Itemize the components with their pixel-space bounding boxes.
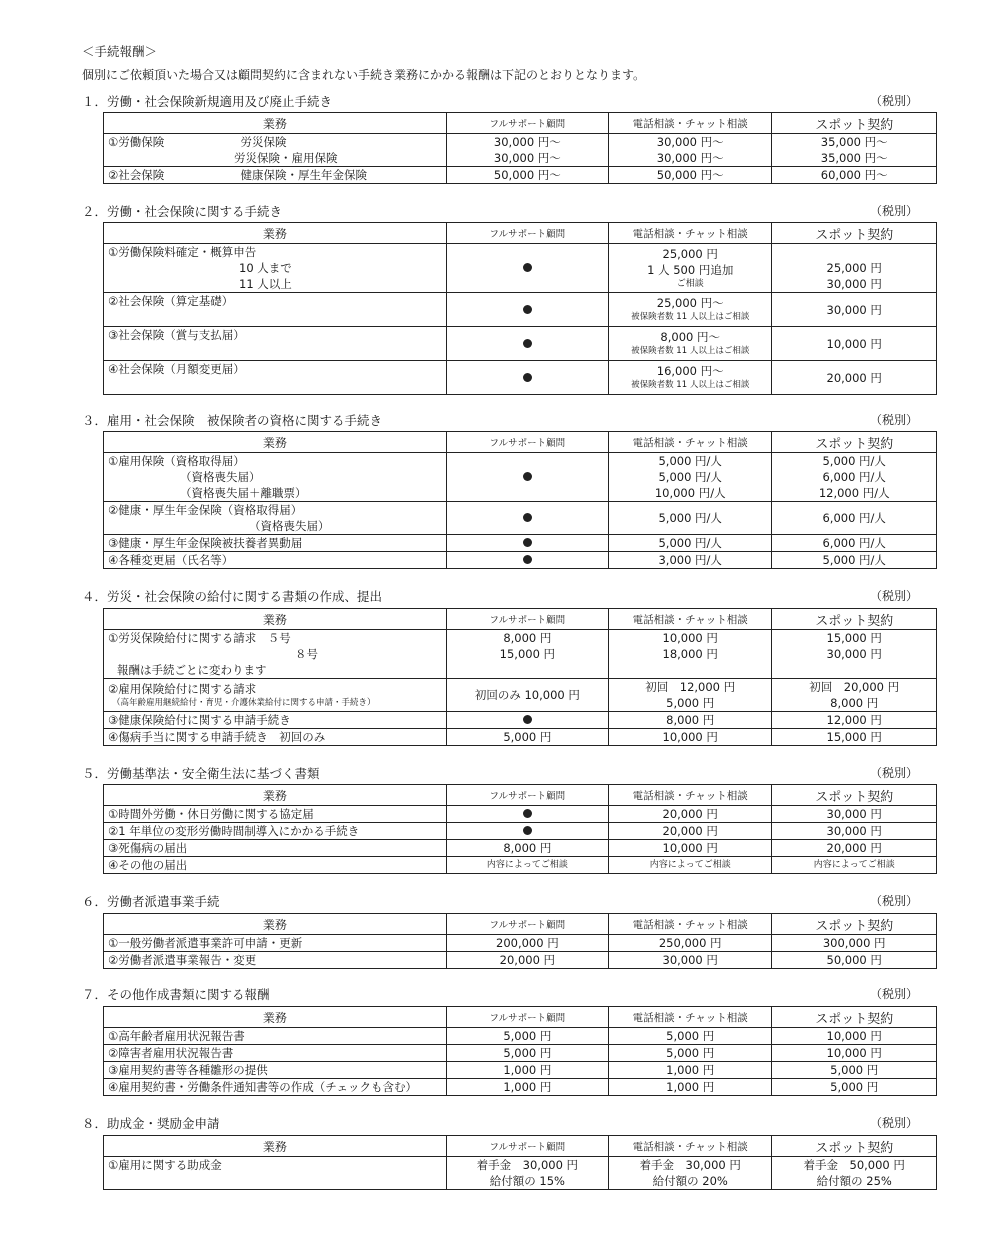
fee-value: 30,000 円	[826, 824, 882, 838]
tax-label: （税別）	[869, 987, 918, 1001]
table-row	[104, 167, 937, 184]
fee-value: 1,000 円	[503, 1080, 552, 1094]
header-phone-chat: 電話相談・チャット相談	[609, 1007, 772, 1028]
table-header-row	[104, 113, 937, 134]
fee-value: 35,000 円～	[820, 151, 888, 165]
task-label: ②障害者雇用状況報告書	[108, 1046, 234, 1060]
section-4-header	[82, 587, 938, 605]
header-full-support: フルサポート顧問	[446, 113, 608, 134]
section-heading: ６．労働者派遣事業手続	[82, 894, 220, 909]
section-3-table	[103, 431, 937, 569]
header-phone-chat: 電話相談・チャット相談	[609, 785, 772, 806]
header-full-support: フルサポート顧問	[446, 609, 608, 630]
table-row	[104, 1079, 937, 1096]
fee-value: 初回 20,000 円	[809, 680, 900, 694]
included-dot-icon	[523, 538, 532, 547]
task-sub: 健康保険・厚生年金保険	[240, 168, 367, 182]
header-spot: スポット契約	[772, 432, 937, 453]
table-row	[104, 952, 937, 969]
fee-value: 初回 12,000 円	[645, 680, 736, 694]
task-label: ②健康・厚生年金保険（資格取得届）	[108, 503, 303, 517]
fee-value: 20,000 円	[499, 953, 556, 967]
task-label: ②社会保険（算定基礎）	[108, 294, 234, 308]
fee-value: 30,000 円～	[493, 135, 561, 149]
fee-value: 10,000 円	[662, 730, 718, 744]
table-row	[104, 361, 937, 395]
fee-value: 30,000 円	[826, 807, 882, 821]
included-dot-icon	[523, 373, 532, 382]
header-full-support: フルサポート顧問	[446, 432, 608, 453]
fee-value: 5,000 円/人	[658, 470, 722, 484]
task-note: （高年齢雇用継続給付・育児・介護休業給付に関する申請・手続き）	[112, 697, 376, 708]
fee-value: 着手金 30,000 円	[639, 1158, 741, 1172]
header-phone-chat: 電話相談・チャット相談	[609, 223, 772, 244]
fee-value: 15,000 円	[826, 631, 882, 645]
task-sub: （資格喪失届）	[249, 519, 330, 533]
fee-value: 25,000 円	[826, 261, 882, 275]
table-row	[104, 806, 937, 823]
task-label: ②労働者派遣事業報告・変更	[108, 953, 257, 967]
section-6-header	[82, 892, 938, 910]
task-label: ③健康保険給付に関する申請手続き	[108, 713, 291, 727]
fee-value: 20,000 円	[662, 824, 718, 838]
fee-value: 5,000 円	[666, 696, 715, 710]
table-row	[104, 293, 937, 327]
header-spot: スポット契約	[772, 113, 937, 134]
task-label: ①一般労働者派遣事業許可申請・更新	[108, 936, 303, 950]
header-task: 業務	[104, 1136, 447, 1157]
fee-value: 1,000 円	[666, 1063, 715, 1077]
fee-value: 30,000 円	[826, 647, 882, 661]
fee-value: 5,000 円	[830, 1080, 879, 1094]
table-row	[104, 1045, 937, 1062]
section-7-table	[103, 1006, 937, 1096]
task-sub: （資格喪失届）	[180, 470, 261, 484]
included-dot-icon	[523, 263, 532, 272]
fee-value: 給付額の 20%	[652, 1174, 728, 1188]
fee-value: 5,000 円	[830, 1063, 879, 1077]
task-sub: 11 人以上	[239, 277, 292, 291]
fee-value: 30,000 円	[826, 302, 882, 317]
task-label: ④雇用契約書・労働条件通知書等の作成（チェックも含む）	[108, 1080, 417, 1094]
task-label: ①雇用保険（資格取得届）	[108, 454, 245, 468]
fee-value: 給付額の 25%	[816, 1174, 892, 1188]
tax-label: （税別）	[869, 894, 918, 908]
fee-note: 被保険者数 11 人以上はご相談	[631, 380, 750, 390]
fee-value: 15,000 円	[499, 647, 556, 661]
table-row	[104, 1062, 937, 1079]
fee-value: 5,000 円	[666, 1029, 715, 1043]
fee-value: 15,000 円	[826, 730, 882, 744]
section-heading: ５．労働基準法・安全衛生法に基づく書類	[82, 766, 320, 781]
tax-label: （税別）	[869, 413, 918, 427]
fee-value: 25,000 円	[662, 246, 718, 261]
section-1-header	[82, 92, 938, 110]
header-task: 業務	[104, 785, 447, 806]
table-header-row	[104, 914, 937, 935]
fee-value: 300,000 円	[822, 936, 886, 950]
fee-value: 5,000 円/人	[822, 553, 886, 567]
fee-value: 10,000 円	[662, 631, 718, 645]
fee-value: 3,000 円/人	[658, 553, 722, 567]
tax-label: （税別）	[869, 204, 918, 218]
table-row	[104, 134, 937, 167]
task-label: ①雇用に関する助成金	[108, 1158, 222, 1172]
included-dot-icon	[523, 715, 532, 724]
fee-value: 5,000 円	[503, 730, 552, 744]
fee-note: 被保険者数 11 人以上はご相談	[631, 312, 750, 322]
section-heading: ４．労災・社会保険の給付に関する書類の作成、提出	[82, 589, 383, 604]
section-heading: ２．労働・社会保険に関する手続き	[82, 204, 283, 219]
table-row	[104, 552, 937, 569]
task-label: ④傷病手当に関する申請手続き 初回のみ	[108, 730, 326, 744]
fee-value: 着手金 50,000 円	[803, 1158, 905, 1172]
fee-value: 10,000 円	[826, 336, 882, 351]
fee-value: 250,000 円	[658, 936, 722, 950]
fee-value: 8,000 円	[503, 631, 552, 645]
table-row	[104, 1028, 937, 1045]
included-dot-icon	[523, 809, 532, 818]
table-row	[104, 1157, 937, 1190]
task-label: ④各種変更届（氏名等）	[108, 553, 234, 567]
tax-label: （税別）	[869, 589, 918, 603]
fee-value: 1,000 円	[503, 1063, 552, 1077]
fee-value: 35,000 円～	[820, 135, 888, 149]
tax-label: （税別）	[869, 1116, 918, 1130]
fee-value: 初回のみ 10,000 円	[474, 688, 580, 702]
task-label: ②1 年単位の変形労働時間制導入にかかる手続き	[108, 824, 360, 838]
included-dot-icon	[523, 472, 532, 481]
fee-value: 5,000 円	[503, 1029, 552, 1043]
fee-value: 50,000 円～	[656, 168, 724, 182]
section-heading: ３．雇用・社会保険 被保険者の資格に関する手続き	[82, 413, 383, 428]
included-dot-icon	[523, 555, 532, 564]
fee-value: 18,000 円	[662, 647, 718, 661]
task-sub: ８号	[295, 647, 318, 661]
fee-value: 5,000 円	[666, 1046, 715, 1060]
task-label: ③死傷病の届出	[108, 841, 188, 855]
header-task: 業務	[104, 432, 447, 453]
header-full-support: フルサポート顧問	[446, 785, 608, 806]
fee-value: 1 人 500 円追加	[647, 262, 734, 277]
section-5-table	[103, 784, 937, 874]
page-title: ＜手続報酬＞	[82, 44, 158, 59]
fee-value: 10,000 円	[662, 841, 718, 855]
task-label: ①時間外労働・休日労働に関する協定届	[108, 807, 314, 821]
fee-value: 30,000 円～	[656, 151, 724, 165]
fee-value: 20,000 円	[826, 370, 882, 385]
task-label: ③雇用契約書等各種雛形の提供	[108, 1063, 268, 1077]
fee-note: 内容によってご相談	[649, 860, 731, 870]
section-3-header	[82, 411, 938, 429]
table-row	[104, 244, 937, 293]
table-row	[104, 630, 937, 679]
fee-value: 8,000 円	[666, 713, 715, 727]
table-header-row	[104, 432, 937, 453]
fee-value: 10,000 円	[826, 1046, 882, 1060]
fee-value: 30,000 円～	[656, 135, 724, 149]
table-header-row	[104, 785, 937, 806]
fee-value: 12,000 円/人	[818, 486, 890, 500]
header-phone-chat: 電話相談・チャット相談	[609, 432, 772, 453]
header-task: 業務	[104, 113, 447, 134]
fee-value: 5,000 円/人	[658, 536, 722, 550]
header-spot: スポット契約	[772, 785, 937, 806]
fee-value: 8,000 円～	[660, 330, 720, 344]
task-sub: 労災保険	[240, 135, 287, 149]
task-label: ④社会保険（月額変更届）	[108, 362, 245, 376]
header-task: 業務	[104, 223, 447, 244]
fee-value: 着手金 30,000 円	[476, 1158, 579, 1172]
task-sub: （資格喪失届＋離職票）	[180, 486, 307, 500]
section-2-header	[82, 202, 938, 220]
section-1-table	[103, 112, 937, 184]
task-sub: 労災保険・雇用保険	[234, 151, 338, 165]
task-label: ①労災保険給付に関する請求 ５号	[108, 631, 291, 645]
table-row	[104, 535, 937, 552]
fee-note: 被保険者数 11 人以上はご相談	[631, 346, 750, 356]
task-label: ②社会保険	[108, 168, 165, 182]
table-header-row	[104, 223, 937, 244]
fee-value: 30,000 円～	[493, 151, 561, 165]
fee-value: 50,000 円～	[493, 168, 561, 182]
table-row	[104, 327, 937, 361]
header-spot: スポット契約	[772, 1136, 937, 1157]
header-full-support: フルサポート顧問	[446, 1136, 608, 1157]
fee-note: ご相談	[676, 278, 704, 289]
fee-value: 200,000 円	[496, 936, 559, 950]
task-note: 報酬は手続ごとに変わります	[117, 663, 267, 677]
table-header-row	[104, 1007, 937, 1028]
header-spot: スポット契約	[772, 609, 937, 630]
fee-value: 20,000 円	[826, 841, 882, 855]
table-row	[104, 679, 937, 712]
task-label: ①労働保険	[108, 135, 165, 149]
fee-value: 50,000 円	[826, 953, 882, 967]
fee-value: 10,000 円/人	[654, 486, 726, 500]
task-label: ④その他の届出	[108, 858, 188, 872]
section-heading: ７．その他作成書類に関する報酬	[82, 987, 270, 1002]
section-4-table	[103, 608, 937, 746]
fee-value: 16,000 円～	[656, 364, 724, 378]
fee-note: 内容によってご相談	[486, 860, 568, 870]
included-dot-icon	[523, 513, 532, 522]
table-header-row	[104, 1136, 937, 1157]
fee-value: 8,000 円	[503, 841, 552, 855]
fee-value: 5,000 円	[503, 1046, 552, 1060]
header-task: 業務	[104, 1007, 447, 1028]
header-phone-chat: 電話相談・チャット相談	[609, 113, 772, 134]
table-row	[104, 935, 937, 952]
table-header-row	[104, 609, 937, 630]
section-5-header	[82, 764, 938, 782]
task-label: ②雇用保険給付に関する請求	[108, 681, 257, 696]
header-spot: スポット契約	[772, 1007, 937, 1028]
fee-value: 12,000 円	[826, 713, 882, 727]
table-row	[104, 502, 937, 535]
fee-value: 5,000 円/人	[658, 511, 722, 525]
task-label: ①労働保険料確定・概算申告	[108, 245, 257, 259]
fee-value: 25,000 円～	[656, 296, 724, 310]
fee-value: 30,000 円	[662, 953, 718, 967]
task-label: ①高年齢者雇用状況報告書	[108, 1029, 245, 1043]
header-task: 業務	[104, 609, 447, 630]
section-heading: １．労働・社会保険新規適用及び廃止手続き	[82, 94, 333, 109]
fee-value: 1,000 円	[666, 1080, 715, 1094]
table-row	[104, 857, 937, 874]
fee-value: 10,000 円	[826, 1029, 882, 1043]
section-7-header	[82, 985, 938, 1003]
table-row	[104, 729, 937, 746]
header-phone-chat: 電話相談・チャット相談	[609, 609, 772, 630]
header-spot: スポット契約	[772, 914, 937, 935]
fee-value: 60,000 円～	[820, 168, 888, 182]
header-spot: スポット契約	[772, 223, 937, 244]
header-phone-chat: 電話相談・チャット相談	[609, 1136, 772, 1157]
section-heading: ８．助成金・奨励金申請	[82, 1116, 220, 1131]
table-row	[104, 453, 937, 502]
fee-value: 5,000 円/人	[822, 454, 886, 468]
task-sub: 10 人まで	[239, 261, 292, 275]
section-2-table	[103, 222, 937, 395]
header-phone-chat: 電話相談・チャット相談	[609, 914, 772, 935]
fee-value: 給付額の 15%	[489, 1174, 565, 1188]
tax-label: （税別）	[869, 766, 918, 780]
table-row	[104, 840, 937, 857]
fee-value: 5,000 円/人	[658, 454, 722, 468]
included-dot-icon	[523, 826, 532, 835]
section-6-table	[103, 913, 937, 969]
included-dot-icon	[523, 339, 532, 348]
task-label: ③健康・厚生年金保険被扶養者異動届	[108, 536, 303, 550]
fee-value: 20,000 円	[662, 807, 718, 821]
table-row	[104, 823, 937, 840]
header-full-support: フルサポート顧問	[446, 914, 608, 935]
section-8-header	[82, 1114, 938, 1132]
fee-value: 8,000 円	[830, 696, 879, 710]
fee-value: 6,000 円/人	[822, 536, 886, 550]
header-full-support: フルサポート顧問	[446, 223, 608, 244]
header-full-support: フルサポート顧問	[446, 1007, 608, 1028]
intro-text: 個別にご依頼頂いた場合又は顧問契約に含まれない手続き業務にかかる報酬は下記のとおりとなります。	[82, 68, 646, 82]
header-task: 業務	[104, 914, 447, 935]
fee-note: 内容によってご相談	[813, 860, 895, 870]
fee-value: 6,000 円/人	[822, 511, 886, 525]
fee-value: 6,000 円/人	[822, 470, 886, 484]
section-8-table	[103, 1135, 937, 1190]
table-row	[104, 712, 937, 729]
tax-label: （税別）	[869, 94, 918, 108]
fee-value: 30,000 円	[826, 277, 882, 291]
included-dot-icon	[523, 305, 532, 314]
task-label: ③社会保険（賞与支払届）	[108, 328, 245, 342]
